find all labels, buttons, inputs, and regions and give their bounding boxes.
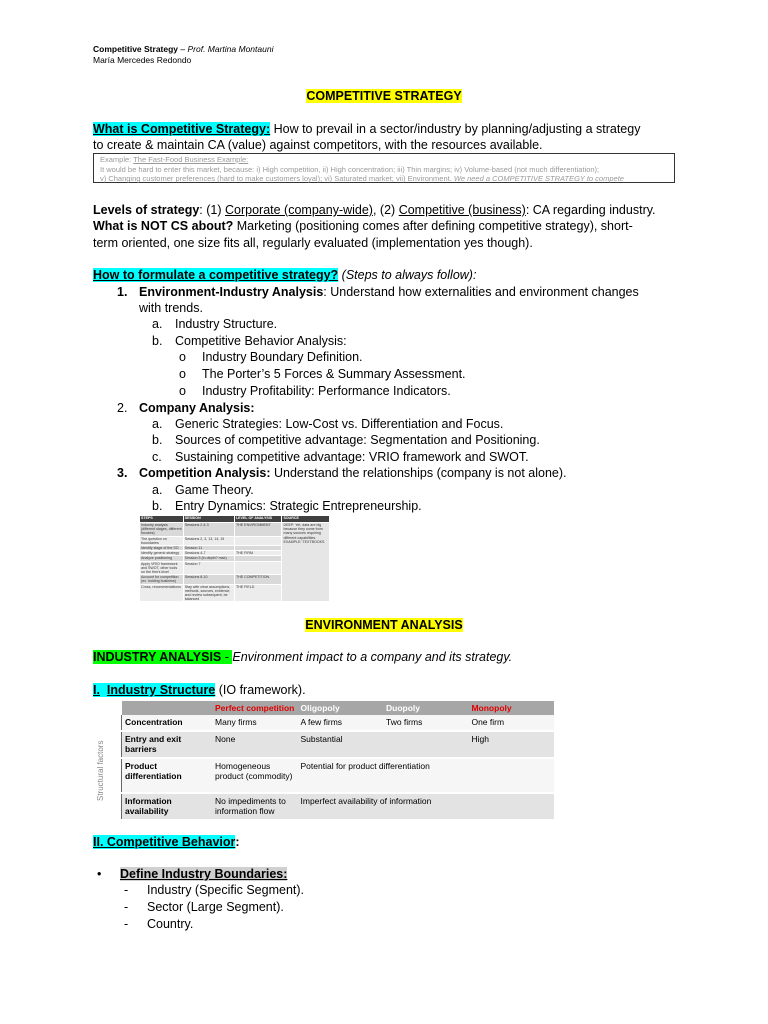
- step-2c: Sustaining competitive advantage: VRIO framework and SWOT.: [175, 450, 529, 464]
- what-is-cs-line1: What is Competitive Strategy: How to prevail in a sector/industry by planning/adjusting a strategy: [93, 122, 641, 136]
- step-1-number: 1.: [117, 285, 128, 299]
- step-2b: Sources of competitive advantage: Segmentation and Positioning.: [175, 433, 540, 447]
- row-label-information-availability: Information availability: [122, 793, 213, 820]
- table-cell: [234, 536, 282, 545]
- professor-name: – Prof. Martina Montauni: [178, 44, 274, 54]
- example-box: Example: The Fast-Food Business Example: It would be hard to enter this market, because: i) High competition, ii) High concentration; iii) Thin margins; iv) Volume-based (not much differentiation); v) Changing customer preferences (hard to make customers loyal); vi) Saturated market; vii) Environment. We need a COMPETITIVE STRATEGY to compete: [93, 153, 675, 183]
- table-cell: Account for competition (ex. holding business): [140, 575, 184, 584]
- table-cell: Identify stage of the SO: [140, 546, 184, 551]
- levels-of-strategy: Levels of strategy: (1) Corporate (company-wide), (2) Competitive (business): CA regarding industry.: [93, 203, 656, 217]
- step-1b-i: Industry Boundary Definition.: [202, 350, 363, 364]
- step-1b-iii: Industry Profitability: Performance Indicators.: [202, 384, 451, 398]
- table-header: STEPS: [140, 516, 184, 523]
- table-cell: Session 5 (in-depth? max): [183, 556, 234, 561]
- step-2: Company Analysis:: [139, 401, 255, 415]
- doc-header-author: María Mercedes Redondo: [93, 55, 192, 65]
- table-cell: Many firms: [212, 715, 297, 731]
- what-is-cs-line2: to create & maintain CA (value) against competitors, with the resources available.: [93, 138, 543, 152]
- table-cell: Cross, recommendations: [140, 584, 184, 602]
- table-header: [122, 701, 213, 715]
- bullet: •: [97, 867, 102, 881]
- table-cell: Identify generic strategy: [140, 551, 184, 556]
- step-3b: Entry Dynamics: Strategic Entrepreneurship.: [175, 499, 422, 513]
- table-header-oligopoly: Oligopoly: [298, 701, 383, 715]
- step-1b-ii: The Porter’s 5 Forces & Summary Assessment.: [202, 367, 466, 381]
- step-1-cont: with trends.: [139, 301, 203, 315]
- table-cell: Sessions 8-10: [183, 575, 234, 584]
- step-3a: Game Theory.: [175, 483, 254, 497]
- table-cell: Analyze positioning: [140, 556, 184, 561]
- table-cell: None: [212, 731, 297, 758]
- table-cell: Apply VRIO framework and SWOT, other tools on the firm's level: [140, 561, 184, 575]
- table-header: SESSION: [183, 516, 234, 523]
- table-cell: The question on boundaries: [140, 536, 184, 545]
- step-3: Competition Analysis: Understand the relationships (company is not alone).: [139, 466, 567, 480]
- row-label-product-differentiation: Product differentiation: [122, 758, 213, 793]
- table-cell: [234, 561, 282, 575]
- competitive-behavior-heading: II. Competitive Behavior:: [93, 835, 240, 849]
- step-1: Environment-Industry Analysis: Understand how externalities and environment changes: [139, 285, 639, 299]
- what-is-cs-question: What is Competitive Strategy:: [93, 122, 271, 136]
- steps-sessions-table: [139, 515, 330, 602]
- table-cell: DEEP: Yet, data are big because they come from many sources requiring different capabilities. EXAMPLE: TEXTBOOKS: [282, 523, 330, 602]
- table-header-duopoly: Duopoly: [383, 701, 468, 715]
- table-header: SOURCE: [282, 516, 330, 523]
- step-1b: Competitive Behavior Analysis:: [175, 334, 347, 348]
- table-cell: A few firms: [298, 715, 383, 731]
- table-cell: Industry analysis (different stages, different focuses): [141, 523, 182, 536]
- title-environment-analysis: ENVIRONMENT ANALYSIS: [305, 618, 463, 632]
- table-cell: THE ENVIRONMENT: [234, 523, 282, 537]
- example-link: The Fast-Food Business Example:: [133, 155, 249, 164]
- table-cell: Stay with clear assumptions, methods, sources, evidence, and review subsequent, be balanced: [183, 584, 234, 602]
- table-cell: THE FIELD: [234, 584, 282, 602]
- row-label-concentration: Concentration: [122, 715, 213, 731]
- table-cell: No impediments to information flow: [212, 793, 297, 820]
- row-label-entry-exit-barriers: Entry and exit barriers: [122, 731, 213, 758]
- industry-analysis: INDUSTRY ANALYSIS - Environment impact to a company and its strategy.: [93, 650, 513, 664]
- table-cell: Two firms: [383, 715, 468, 731]
- not-cs-line2: term oriented, one size fits all, regularly evaluated (implementation yes though).: [93, 236, 533, 250]
- table-cell: Potential for product differentiation: [298, 758, 555, 793]
- course-name: Competitive Strategy: [93, 44, 179, 54]
- how-to-formulate: How to formulate a competitive strategy? (Steps to always follow):: [93, 268, 477, 282]
- list-item: Country.: [147, 917, 194, 931]
- table-header-monopoly: Monopoly: [468, 701, 554, 715]
- table-cell: Substantial: [298, 731, 469, 758]
- define-boundaries: Define Industry Boundaries:: [120, 867, 288, 881]
- list-item: Industry (Specific Segment).: [147, 883, 305, 897]
- table-cell: Sessions 2, 3, 13, 14, 15: [183, 536, 234, 545]
- table-cell: Session 11: [183, 546, 234, 551]
- table-cell: Homogeneous product (commodity): [212, 758, 297, 793]
- table-cell: Sessions 2 & 3: [183, 523, 234, 537]
- table-cell: Session 7: [183, 561, 234, 575]
- title-competitive-strategy: COMPETITIVE STRATEGY: [306, 89, 462, 103]
- table-cell: Sessions 4-7: [183, 551, 234, 556]
- table-cell: One firm: [468, 715, 554, 731]
- list-item: Sector (Large Segment).: [147, 900, 284, 914]
- step-2-number: 2.: [117, 401, 128, 415]
- industry-structure-heading: I. Industry Structure (IO framework).: [93, 683, 306, 697]
- table-cell: THE COMPETITION: [234, 575, 282, 584]
- table-cell: Imperfect availability of information: [298, 793, 555, 820]
- structural-factors-label: Structural factors: [96, 740, 105, 802]
- step-2a: Generic Strategies: Low-Cost vs. Differentiation and Focus.: [175, 417, 504, 431]
- table-header: LEVEL OF ANALYSIS: [234, 516, 282, 523]
- doc-header-course: [93, 44, 273, 55]
- step-1a: Industry Structure.: [175, 317, 278, 331]
- step-3-number: 3.: [117, 466, 128, 480]
- table-header-perfect-competition: Perfect competition: [212, 701, 297, 715]
- table-cell: High: [468, 731, 554, 758]
- industry-structure-table: [121, 701, 554, 821]
- not-cs-line1: What is NOT CS about? Marketing (positioning comes after defining competitive strategy), short-: [93, 219, 633, 233]
- table-cell: THE FIRM: [234, 551, 282, 556]
